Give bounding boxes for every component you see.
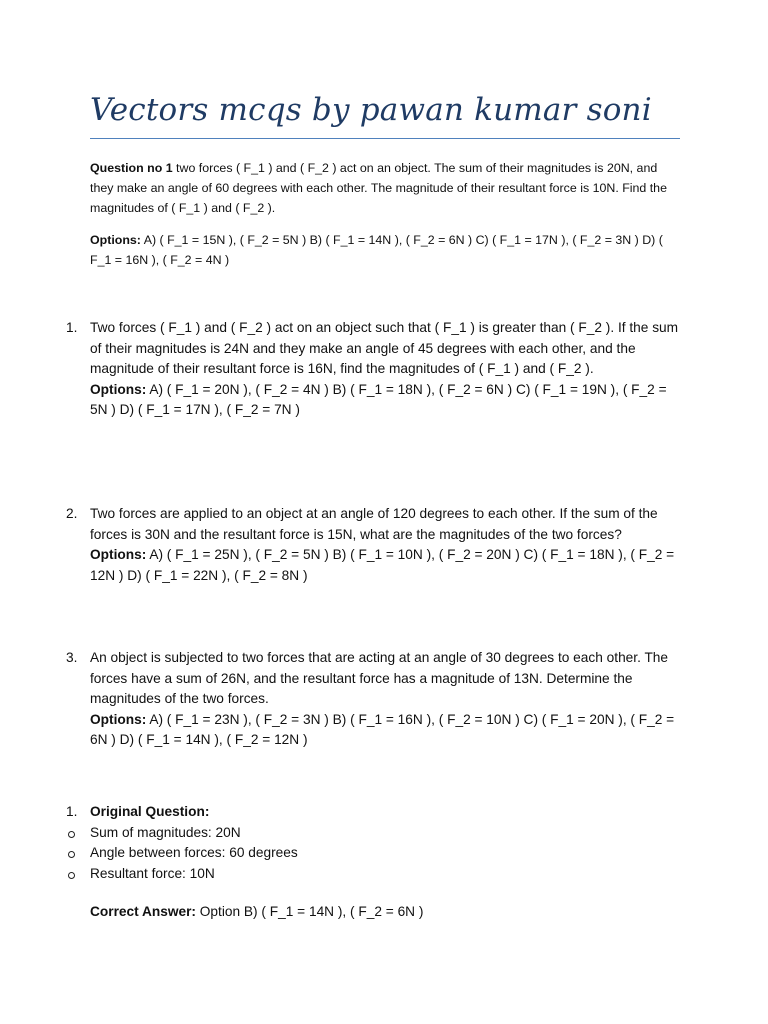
question-1-options — [90, 230, 680, 270]
question-label: Question no 1 — [90, 161, 173, 175]
bullet-item — [66, 843, 680, 864]
options-label: Options: — [90, 233, 141, 247]
bullet-item — [66, 864, 680, 885]
list-number: 2. — [66, 506, 78, 521]
list-number: 1. — [66, 320, 78, 335]
title-underline — [90, 138, 680, 139]
bullet-text: Sum of magnitudes: 20N — [90, 824, 241, 840]
list-item — [66, 318, 680, 421]
list-item — [66, 504, 680, 586]
bullet-text: Resultant force: 10N — [90, 865, 215, 881]
circle-bullet-icon — [68, 872, 75, 879]
original-question-section — [66, 802, 680, 884]
options-label: Options: — [90, 547, 147, 562]
options-line — [90, 710, 680, 751]
correct-answer-line — [90, 902, 423, 923]
answer-label: Correct Answer: — [90, 904, 196, 919]
bullet-text: Angle between forces: 60 degrees — [90, 845, 298, 860]
options-label: Options: — [90, 711, 147, 727]
options-text: A) ( F_1 = 15N ), ( F_2 = 5N ) B) ( F_1 = 14N ), ( F_2 = 6N ) C) ( F_1 = 17N ), ( F_2 = 3N ) D) ( F_1 = 16N ), ( F_2 = 4N ) — [90, 233, 663, 267]
circle-bullet-icon — [68, 851, 75, 858]
bullet-item — [66, 823, 680, 844]
list-item — [66, 648, 680, 751]
options-line — [90, 545, 680, 586]
options-label: Options: — [90, 381, 147, 397]
list-number: 3. — [66, 650, 78, 665]
list-number: 1. — [66, 804, 78, 819]
options-line — [90, 380, 680, 421]
question-1-intro — [90, 158, 680, 218]
circle-bullet-icon — [68, 831, 75, 838]
question-text: Two forces are applied to an object at an angle of 120 degrees to each other. If the sum of the forces is 30N and the resultant force is 15N, what are the magnitudes of the two forces? — [90, 506, 658, 542]
document-title: Vectors mcqs by pawan kumar soni — [90, 92, 652, 128]
question-text: two forces ( F_1 ) and ( F_2 ) act on an object. The sum of their magnitudes is 20N, and they make an angle of 60 degrees with each other. The magnitude of their resultant force is 10N. Find the magnitudes of ( F_1 ) and ( F_2 ). — [90, 161, 667, 215]
options-text: A) ( F_1 = 23N ), ( F_2 = 3N ) B) ( F_1 = 16N ), ( F_2 = 10N ) C) ( F_1 = 20N ), ( F_2 = 6N ) D) ( F_1 = 14N ), ( F_2 = 12N ) — [90, 711, 675, 747]
options-text: A) ( F_1 = 25N ), ( F_2 = 5N ) B) ( F_1 = 10N ), ( F_2 = 20N ) C) ( F_1 = 18N ), ( F_2 = 12N ) D) ( F_1 = 22N ), ( F_2 = 8N ) — [90, 547, 675, 583]
question-text: An object is subjected to two forces that are acting at an angle of 30 degrees to each other. The forces have a sum of 26N, and the resultant force has a magnitude of 13N. Determine the magnitudes of the two forces. — [90, 650, 669, 706]
bullet-list — [66, 823, 680, 885]
answer-text: Option B) ( F_1 = 14N ), ( F_2 = 6N ) — [195, 904, 424, 919]
question-text: Two forces ( F_1 ) and ( F_2 ) act on an object such that ( F_1 ) is greater than ( F_2 ). If the sum of their magnitudes is 24N and they make an angle of 45 degrees with each other, and the magnitude of their resultant force is 16N, find the magnitudes of ( F_1 ) and ( F_2 ). — [90, 320, 679, 376]
options-text: A) ( F_1 = 20N ), ( F_2 = 4N ) B) ( F_1 = 18N ), ( F_2 = 6N ) C) ( F_1 = 19N ), ( F_2 = 5N ) D) ( F_1 = 17N ), ( F_2 = 7N ) — [90, 381, 667, 417]
original-question-heading: Original Question: — [90, 804, 210, 819]
